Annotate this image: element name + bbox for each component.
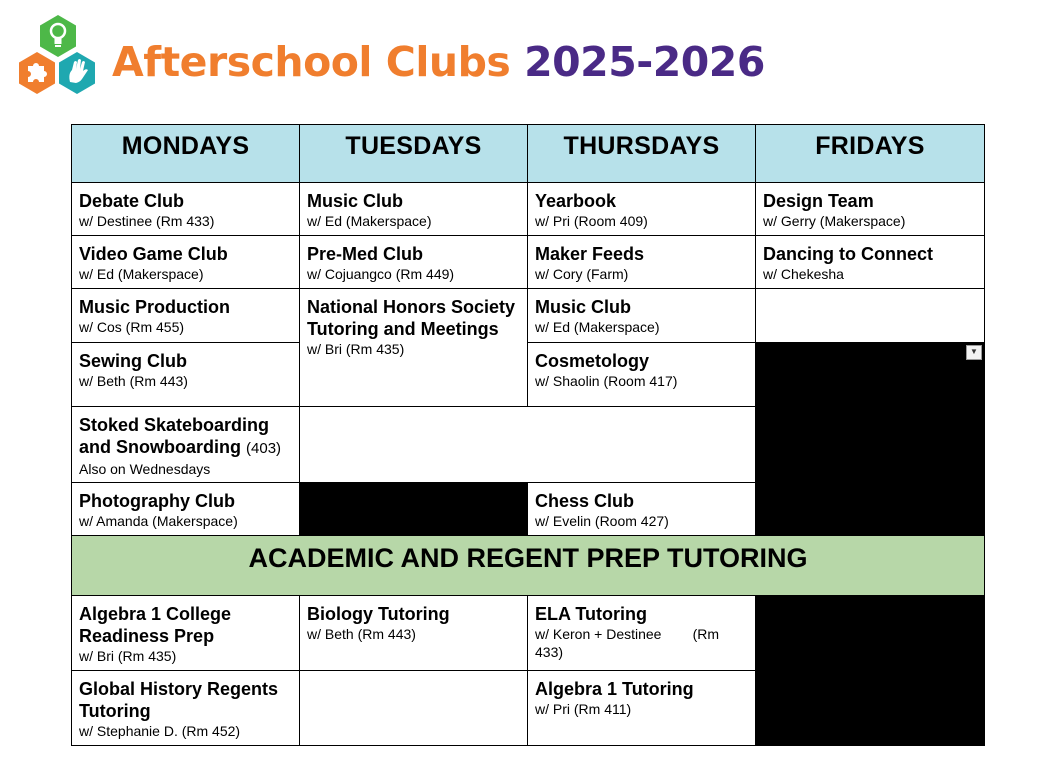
club-cell — [72, 289, 300, 343]
club-cell — [72, 343, 300, 407]
tutoring-leader: w/ Beth (Rm 443) — [307, 626, 416, 642]
club-cell — [72, 483, 300, 536]
dropdown-arrow-icon[interactable]: ▼ — [966, 345, 982, 360]
header-mondays: MONDAYS — [72, 125, 300, 183]
club-name: Pre-Med Club — [307, 244, 424, 264]
title-part1: Afterschool Clubs — [112, 38, 511, 86]
club-cell — [756, 183, 985, 236]
club-leader: w/ Cos (Rm 455) — [79, 319, 185, 335]
club-leader: w/ Evelin (Room 427) — [535, 513, 669, 529]
tutoring-cell — [528, 671, 756, 746]
tutoring-cell — [300, 596, 528, 671]
club-cell — [72, 183, 300, 236]
club-name-text: Stoked Skateboarding and Snowboarding — [79, 415, 270, 457]
section-header-row — [72, 536, 985, 596]
club-leader: w/ Gerry (Makerspace) — [763, 213, 906, 229]
club-cell — [528, 483, 756, 536]
club-leader: w/ Bri (Rm 435) — [307, 341, 405, 357]
puzzle-icon — [19, 52, 55, 94]
club-cell — [528, 289, 756, 343]
empty-cell — [300, 407, 756, 483]
header-tuesdays: TUESDAYS — [300, 125, 528, 183]
club-leader: w/ Cojuangco (Rm 449) — [307, 266, 455, 282]
club-leader: w/ Shaolin (Room 417) — [535, 373, 678, 389]
club-name — [79, 414, 292, 460]
club-leader: w/ Ed (Makerspace) — [307, 213, 432, 229]
club-name: Yearbook — [535, 191, 617, 211]
table-row — [72, 236, 985, 289]
tutoring-leader: w/ Keron + Destinee (Rm 433) — [535, 626, 723, 660]
club-name: Chess Club — [535, 491, 635, 511]
blacked-out-cell — [756, 343, 985, 483]
club-cell — [756, 236, 985, 289]
club-room: (403) — [246, 440, 282, 457]
club-name: Photography Club — [79, 491, 235, 511]
page-title — [112, 36, 765, 88]
title-year: 2025-2026 — [524, 38, 765, 86]
club-leader: w/ Ed (Makerspace) — [79, 266, 204, 282]
club-cell — [72, 407, 300, 483]
club-name: Dancing to Connect — [763, 244, 933, 264]
club-leader: w/ Cory (Farm) — [535, 266, 629, 282]
club-name: Design Team — [763, 191, 874, 211]
tutoring-name: Algebra 1 Tutoring — [535, 679, 694, 699]
tutoring-name: ELA Tutoring — [535, 604, 647, 624]
club-leader: w/ Chekesha — [763, 266, 844, 282]
tutoring-cell — [72, 671, 300, 746]
tutoring-name: Biology Tutoring — [307, 604, 450, 624]
club-leader: w/ Amanda (Makerspace) — [79, 513, 238, 529]
club-name: Music Club — [535, 297, 632, 317]
table-row — [72, 183, 985, 236]
table-row — [72, 596, 985, 671]
club-cell — [528, 236, 756, 289]
club-name: Video Game Club — [79, 244, 228, 264]
club-cell — [300, 236, 528, 289]
table-row — [72, 343, 985, 407]
blacked-out-cell — [300, 483, 528, 536]
blacked-out-cell — [756, 596, 985, 746]
header-fridays: FRIDAYS — [756, 125, 985, 183]
tutoring-leader: w/ Pri (Rm 411) — [535, 701, 632, 717]
tutoring-leader: w/ Bri (Rm 435) — [79, 648, 177, 664]
club-name: Cosmetology — [535, 351, 650, 371]
day-header-row — [72, 125, 985, 183]
club-name: Music Club — [307, 191, 404, 211]
empty-cell — [756, 289, 985, 343]
club-leader: w/ Ed (Makerspace) — [535, 319, 660, 335]
club-name: Debate Club — [79, 191, 185, 211]
club-cell — [300, 183, 528, 236]
club-name: National Honors Society Tutoring and Meetings — [307, 297, 516, 339]
club-name: Music Production — [79, 297, 231, 317]
tutoring-leader: w/ Stephanie D. (Rm 452) — [79, 723, 241, 739]
header-thursdays: THURSDAYS — [528, 125, 756, 183]
empty-cell — [300, 671, 528, 746]
table-row — [72, 483, 985, 536]
club-leader: w/ Beth (Rm 443) — [79, 373, 188, 389]
club-cell — [528, 343, 756, 407]
club-note: Also on Wednesdays — [79, 461, 211, 477]
club-cell — [300, 289, 528, 407]
lightbulb-icon — [40, 15, 76, 57]
helping-hand-icon — [59, 52, 95, 94]
club-cell — [72, 236, 300, 289]
tutoring-cell — [528, 596, 756, 671]
tutoring-name: Algebra 1 College Readiness Prep — [79, 604, 232, 646]
section-title: ACADEMIC AND REGENT PREP TUTORING — [72, 536, 985, 596]
club-name: Maker Feeds — [535, 244, 645, 264]
schedule-table — [71, 124, 985, 746]
afterschool-logo — [14, 14, 100, 96]
blacked-out-cell — [756, 483, 985, 536]
tutoring-name: Global History Regents Tutoring — [79, 679, 279, 721]
club-leader: w/ Destinee (Rm 433) — [79, 213, 215, 229]
tutoring-cell — [72, 596, 300, 671]
table-row — [72, 289, 985, 343]
club-cell — [528, 183, 756, 236]
club-name: Sewing Club — [79, 351, 187, 371]
club-leader: w/ Pri (Room 409) — [535, 213, 648, 229]
